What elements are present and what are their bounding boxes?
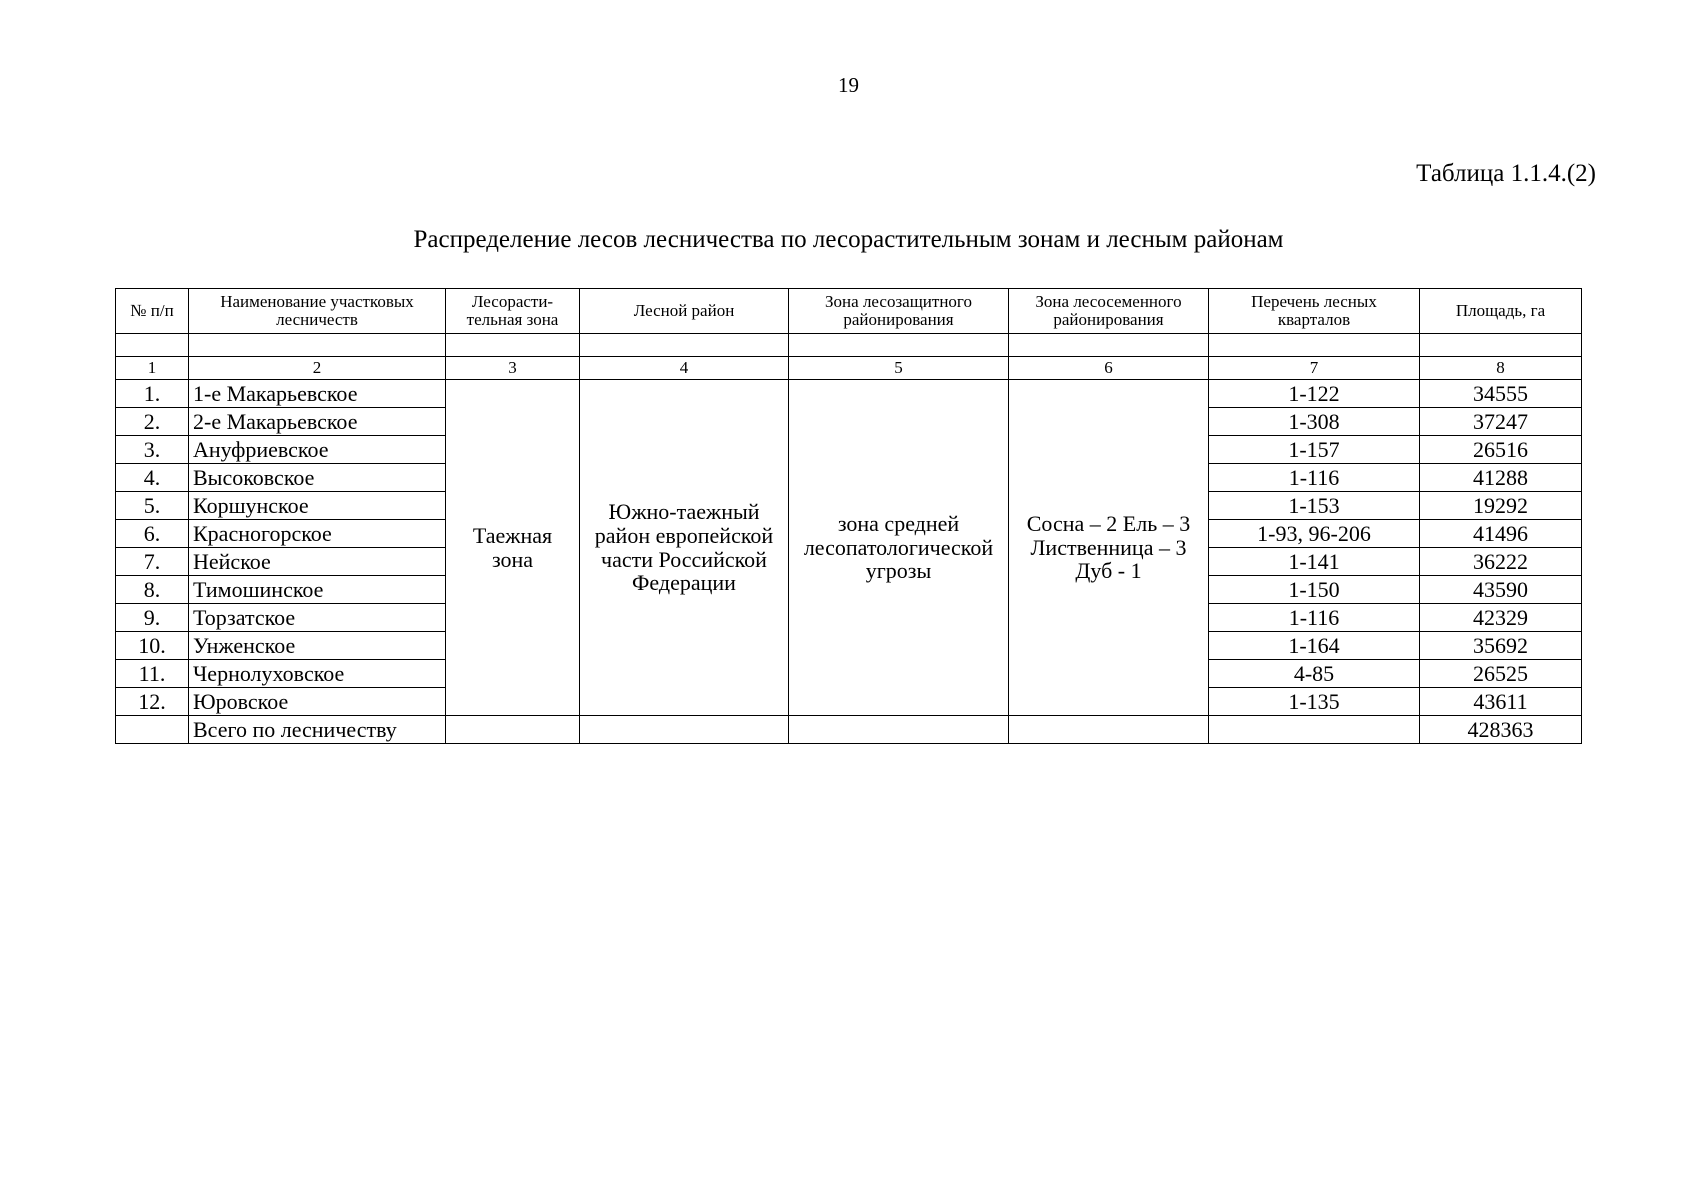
row-number: 2.	[116, 408, 189, 436]
empty-cell	[446, 716, 580, 744]
forestry-name: Высоковское	[189, 464, 446, 492]
column-number: 3	[446, 357, 580, 380]
forestry-name: Ануфриевское	[189, 436, 446, 464]
empty-cell	[789, 716, 1009, 744]
quarters-list: 1-308	[1209, 408, 1420, 436]
column-header: Перечень лесных кварталов	[1209, 289, 1420, 334]
column-header: Площадь, га	[1420, 289, 1582, 334]
quarters-list: 1-141	[1209, 548, 1420, 576]
column-number-row	[116, 357, 1582, 380]
page-number: 19	[838, 73, 859, 97]
area-value: 19292	[1420, 492, 1582, 520]
quarters-list: 4-85	[1209, 660, 1420, 688]
area-value: 43611	[1420, 688, 1582, 716]
table-label: Таблица 1.1.4.(2)	[1416, 160, 1596, 187]
total-label: Всего по лесничеству	[189, 716, 446, 744]
column-header: Зона лесосеменного районирования	[1009, 289, 1209, 334]
column-number: 2	[189, 357, 446, 380]
empty-cell	[1009, 334, 1209, 357]
empty-cell	[1420, 334, 1582, 357]
row-number: 9.	[116, 604, 189, 632]
blank-row	[116, 334, 1582, 357]
area-value: 41288	[1420, 464, 1582, 492]
column-header: Лесорасти-тельная зона	[446, 289, 580, 334]
empty-cell	[116, 334, 189, 357]
empty-cell	[1209, 334, 1420, 357]
row-number: 7.	[116, 548, 189, 576]
column-number: 6	[1009, 357, 1209, 380]
quarters-list: 1-122	[1209, 380, 1420, 408]
area-value: 37247	[1420, 408, 1582, 436]
empty-cell	[116, 716, 189, 744]
column-header: Лесной район	[580, 289, 789, 334]
row-number: 11.	[116, 660, 189, 688]
row-number: 5.	[116, 492, 189, 520]
protection-zone-cell: зона средней лесопатологической угрозы	[789, 380, 1009, 716]
row-number: 12.	[116, 688, 189, 716]
quarters-list: 1-150	[1209, 576, 1420, 604]
quarters-list: 1-157	[1209, 436, 1420, 464]
area-value: 26516	[1420, 436, 1582, 464]
header-row	[116, 289, 1582, 334]
area-value: 36222	[1420, 548, 1582, 576]
forest-district-cell: Южно-таежный район европейской части Российской Федерации	[580, 380, 789, 716]
column-number: 7	[1209, 357, 1420, 380]
area-value: 41496	[1420, 520, 1582, 548]
quarters-list: 1-153	[1209, 492, 1420, 520]
column-number: 5	[789, 357, 1009, 380]
forestry-name: 2-е Макарьевское	[189, 408, 446, 436]
forestry-name: Чернолуховское	[189, 660, 446, 688]
quarters-list: 1-135	[1209, 688, 1420, 716]
total-area: 428363	[1420, 716, 1582, 744]
forestry-name: Юровское	[189, 688, 446, 716]
forestry-name: Унженское	[189, 632, 446, 660]
quarters-list: 1-116	[1209, 464, 1420, 492]
quarters-list: 1-164	[1209, 632, 1420, 660]
forestry-name: 1-е Макарьевское	[189, 380, 446, 408]
area-value: 34555	[1420, 380, 1582, 408]
empty-cell	[789, 334, 1009, 357]
seed-zone-cell: Сосна – 2 Ель – 3 Лиственница – 3 Дуб - 1	[1009, 380, 1209, 716]
forestry-name: Тимошинское	[189, 576, 446, 604]
row-number: 10.	[116, 632, 189, 660]
area-value: 42329	[1420, 604, 1582, 632]
column-header: № п/п	[116, 289, 189, 334]
row-number: 8.	[116, 576, 189, 604]
forestry-name: Коршунское	[189, 492, 446, 520]
forestry-name: Красногорское	[189, 520, 446, 548]
row-number: 6.	[116, 520, 189, 548]
row-number: 4.	[116, 464, 189, 492]
empty-cell	[1009, 716, 1209, 744]
forestry-name: Нейское	[189, 548, 446, 576]
empty-cell	[1209, 716, 1420, 744]
empty-cell	[580, 716, 789, 744]
column-number: 8	[1420, 357, 1582, 380]
area-value: 43590	[1420, 576, 1582, 604]
area-value: 35692	[1420, 632, 1582, 660]
row-number: 1.	[116, 380, 189, 408]
document-title: Распределение лесов лесничества по лесорастительным зонам и лесным районам	[413, 226, 1284, 253]
table-row	[116, 380, 1582, 408]
forestry-name: Торзатское	[189, 604, 446, 632]
column-number: 4	[580, 357, 789, 380]
column-number: 1	[116, 357, 189, 380]
empty-cell	[446, 334, 580, 357]
total-row	[116, 716, 1582, 744]
forest-distribution-table	[115, 288, 1582, 744]
forest-zone-cell: Таежная зона	[446, 380, 580, 716]
area-value: 26525	[1420, 660, 1582, 688]
empty-cell	[580, 334, 789, 357]
column-header: Зона лесозащитного районирования	[789, 289, 1009, 334]
quarters-list: 1-93, 96-206	[1209, 520, 1420, 548]
empty-cell	[189, 334, 446, 357]
column-header: Наименование участковых лесничеств	[189, 289, 446, 334]
row-number: 3.	[116, 436, 189, 464]
quarters-list: 1-116	[1209, 604, 1420, 632]
